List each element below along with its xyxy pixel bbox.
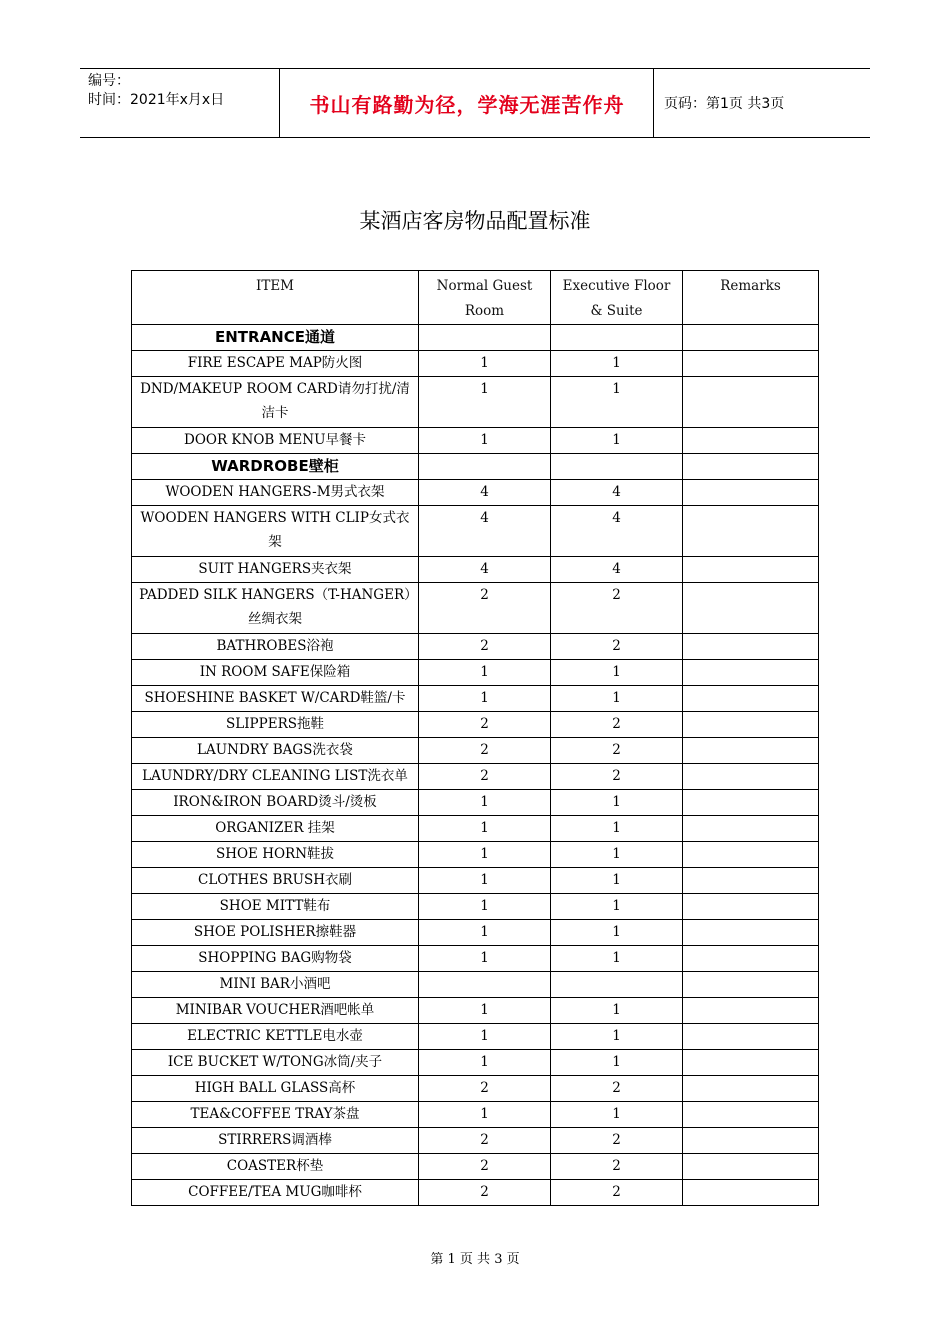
remarks-cell <box>683 1154 819 1180</box>
column-header-normal-room: Normal Guest Room <box>419 271 551 325</box>
remarks-cell <box>683 842 819 868</box>
normal-room-qty-cell: 1 <box>419 686 551 712</box>
normal-room-qty-cell: 1 <box>419 1050 551 1076</box>
table-row <box>132 920 819 946</box>
table-row <box>132 428 819 454</box>
normal-room-qty-cell: 1 <box>419 428 551 454</box>
table-row <box>132 764 819 790</box>
table-row <box>132 894 819 920</box>
room-amenities-table <box>131 270 819 1206</box>
normal-room-qty-cell <box>419 454 551 480</box>
item-cell: SUIT HANGERS夹衣架 <box>132 557 419 583</box>
table-row <box>132 1050 819 1076</box>
table-row <box>132 634 819 660</box>
item-cell: LAUNDRY BAGS洗衣袋 <box>132 738 419 764</box>
item-cell: DND/MAKEUP ROOM CARD请勿打扰/清洁卡 <box>132 377 419 428</box>
executive-suite-qty-cell: 2 <box>551 712 683 738</box>
executive-suite-qty-cell: 1 <box>551 868 683 894</box>
executive-suite-qty-cell: 1 <box>551 1102 683 1128</box>
remarks-cell <box>683 738 819 764</box>
executive-suite-qty-cell: 4 <box>551 480 683 506</box>
normal-room-qty-cell: 2 <box>419 1154 551 1180</box>
table-row <box>132 816 819 842</box>
executive-suite-qty-cell: 1 <box>551 894 683 920</box>
normal-room-qty-cell: 1 <box>419 842 551 868</box>
table-row <box>132 1180 819 1206</box>
remarks-cell <box>683 325 819 351</box>
executive-suite-qty-cell: 1 <box>551 816 683 842</box>
normal-room-qty-cell: 1 <box>419 790 551 816</box>
remarks-cell <box>683 1180 819 1206</box>
item-cell: BATHROBES浴袍 <box>132 634 419 660</box>
table-row <box>132 1128 819 1154</box>
remarks-cell <box>683 998 819 1024</box>
executive-suite-qty-cell: 1 <box>551 946 683 972</box>
table-row <box>132 557 819 583</box>
remarks-cell <box>683 972 819 998</box>
normal-room-qty-cell: 1 <box>419 1102 551 1128</box>
remarks-cell <box>683 686 819 712</box>
normal-room-qty-cell: 4 <box>419 557 551 583</box>
document-date-label: 时间：2021年x月x日 <box>88 92 225 108</box>
normal-room-qty-cell: 2 <box>419 1180 551 1206</box>
item-cell: WOODEN HANGERS WITH CLIP女式衣架 <box>132 506 419 557</box>
normal-room-qty-cell: 1 <box>419 351 551 377</box>
document-header <box>80 68 870 138</box>
table-row <box>132 712 819 738</box>
remarks-cell <box>683 816 819 842</box>
executive-suite-qty-cell: 2 <box>551 583 683 634</box>
table-row <box>132 377 819 428</box>
section-row <box>132 454 819 480</box>
document-number-label: 编号： <box>88 73 130 89</box>
column-header-item: ITEM <box>132 271 419 325</box>
item-cell: TEA&COFFEE TRAY茶盘 <box>132 1102 419 1128</box>
column-header-remarks: Remarks <box>683 271 819 325</box>
item-cell: SLIPPERS拖鞋 <box>132 712 419 738</box>
remarks-cell <box>683 946 819 972</box>
item-cell: SHOE HORN鞋拔 <box>132 842 419 868</box>
remarks-cell <box>683 1128 819 1154</box>
executive-suite-qty-cell: 1 <box>551 998 683 1024</box>
item-cell: HIGH BALL GLASS高杯 <box>132 1076 419 1102</box>
item-cell: MINI BAR小酒吧 <box>132 972 419 998</box>
executive-suite-qty-cell: 1 <box>551 428 683 454</box>
executive-suite-qty-cell: 2 <box>551 1180 683 1206</box>
item-cell: CLOTHES BRUSH衣刷 <box>132 868 419 894</box>
executive-suite-qty-cell: 1 <box>551 660 683 686</box>
item-cell: ENTRANCE通道 <box>132 325 419 351</box>
item-cell: SHOE MITT鞋布 <box>132 894 419 920</box>
normal-room-qty-cell: 1 <box>419 868 551 894</box>
remarks-cell <box>683 790 819 816</box>
table-row <box>132 351 819 377</box>
executive-suite-qty-cell: 2 <box>551 1076 683 1102</box>
remarks-cell <box>683 506 819 557</box>
executive-suite-qty-cell: 1 <box>551 351 683 377</box>
normal-room-qty-cell: 2 <box>419 764 551 790</box>
item-cell: IN ROOM SAFE保险箱 <box>132 660 419 686</box>
executive-suite-qty-cell: 2 <box>551 738 683 764</box>
executive-suite-qty-cell: 1 <box>551 1024 683 1050</box>
normal-room-qty-cell: 1 <box>419 998 551 1024</box>
table-row <box>132 686 819 712</box>
executive-suite-qty-cell: 2 <box>551 1128 683 1154</box>
executive-suite-qty-cell: 1 <box>551 686 683 712</box>
table-row <box>132 1102 819 1128</box>
item-cell: STIRRERS调酒棒 <box>132 1128 419 1154</box>
executive-suite-qty-cell: 1 <box>551 920 683 946</box>
table-row <box>132 480 819 506</box>
item-cell: ELECTRIC KETTLE电水壶 <box>132 1024 419 1050</box>
remarks-cell <box>683 428 819 454</box>
table-header-row <box>132 271 819 325</box>
normal-room-qty-cell: 1 <box>419 894 551 920</box>
normal-room-qty-cell: 1 <box>419 816 551 842</box>
executive-suite-qty-cell: 2 <box>551 764 683 790</box>
header-meta <box>80 69 280 137</box>
normal-room-qty-cell: 1 <box>419 377 551 428</box>
remarks-cell <box>683 660 819 686</box>
item-cell: SHOE POLISHER擦鞋器 <box>132 920 419 946</box>
item-cell: SHOESHINE BASKET W/CARD鞋篮/卡 <box>132 686 419 712</box>
table-row <box>132 738 819 764</box>
normal-room-qty-cell: 1 <box>419 946 551 972</box>
table-row <box>132 972 819 998</box>
remarks-cell <box>683 868 819 894</box>
remarks-cell <box>683 351 819 377</box>
normal-room-qty-cell: 2 <box>419 634 551 660</box>
executive-suite-qty-cell: 1 <box>551 1050 683 1076</box>
remarks-cell <box>683 1076 819 1102</box>
table-row <box>132 1154 819 1180</box>
normal-room-qty-cell: 2 <box>419 712 551 738</box>
normal-room-qty-cell: 2 <box>419 583 551 634</box>
executive-suite-qty-cell: 4 <box>551 506 683 557</box>
remarks-cell <box>683 634 819 660</box>
remarks-cell <box>683 454 819 480</box>
executive-suite-qty-cell <box>551 454 683 480</box>
table-row <box>132 946 819 972</box>
item-cell: LAUNDRY/DRY CLEANING LIST洗衣单 <box>132 764 419 790</box>
item-cell: MINIBAR VOUCHER酒吧帐单 <box>132 998 419 1024</box>
item-cell: FIRE ESCAPE MAP防火图 <box>132 351 419 377</box>
normal-room-qty-cell <box>419 325 551 351</box>
table-row <box>132 790 819 816</box>
section-row <box>132 325 819 351</box>
executive-suite-qty-cell: 1 <box>551 790 683 816</box>
normal-room-qty-cell: 1 <box>419 1024 551 1050</box>
remarks-cell <box>683 894 819 920</box>
normal-room-qty-cell: 4 <box>419 506 551 557</box>
remarks-cell <box>683 920 819 946</box>
table-row <box>132 868 819 894</box>
item-cell: SHOPPING BAG购物袋 <box>132 946 419 972</box>
remarks-cell <box>683 1050 819 1076</box>
executive-suite-qty-cell: 1 <box>551 377 683 428</box>
item-cell: WARDROBE壁柜 <box>132 454 419 480</box>
item-cell: COASTER杯垫 <box>132 1154 419 1180</box>
item-cell: DOOR KNOB MENU早餐卡 <box>132 428 419 454</box>
item-cell: ICE BUCKET W/TONG冰筒/夹子 <box>132 1050 419 1076</box>
table-row <box>132 1024 819 1050</box>
executive-suite-qty-cell <box>551 325 683 351</box>
remarks-cell <box>683 764 819 790</box>
page-footer: 第 1 页 共 3 页 <box>430 1252 520 1267</box>
executive-suite-qty-cell: 4 <box>551 557 683 583</box>
normal-room-qty-cell: 1 <box>419 660 551 686</box>
remarks-cell <box>683 480 819 506</box>
item-cell: PADDED SILK HANGERS（T-HANGER）丝绸衣架 <box>132 583 419 634</box>
item-cell: ORGANIZER 挂架 <box>132 816 419 842</box>
normal-room-qty-cell: 4 <box>419 480 551 506</box>
executive-suite-qty-cell: 1 <box>551 842 683 868</box>
executive-suite-qty-cell <box>551 972 683 998</box>
table-row <box>132 1076 819 1102</box>
table-row <box>132 842 819 868</box>
normal-room-qty-cell: 2 <box>419 738 551 764</box>
remarks-cell <box>683 1024 819 1050</box>
normal-room-qty-cell: 2 <box>419 1076 551 1102</box>
table-row <box>132 506 819 557</box>
item-cell: COFFEE/TEA MUG咖啡杯 <box>132 1180 419 1206</box>
executive-suite-qty-cell: 2 <box>551 634 683 660</box>
table-row <box>132 583 819 634</box>
remarks-cell <box>683 1102 819 1128</box>
remarks-cell <box>683 557 819 583</box>
normal-room-qty-cell <box>419 972 551 998</box>
table-row <box>132 660 819 686</box>
header-slogan: 书山有路勤为径，学海无涯苦作舟 <box>281 69 654 137</box>
remarks-cell <box>683 377 819 428</box>
page-title: 某酒店客房物品配置标准 <box>359 209 591 233</box>
column-header-executive-suite: Executive Floor & Suite <box>551 271 683 325</box>
normal-room-qty-cell: 2 <box>419 1128 551 1154</box>
remarks-cell <box>683 712 819 738</box>
table-body <box>132 325 819 1206</box>
remarks-cell <box>683 583 819 634</box>
table-row <box>132 998 819 1024</box>
executive-suite-qty-cell: 2 <box>551 1154 683 1180</box>
item-cell: WOODEN HANGERS-M男式衣架 <box>132 480 419 506</box>
normal-room-qty-cell: 1 <box>419 920 551 946</box>
header-page-info: 页码：第1页 共3页 <box>664 96 785 112</box>
item-cell: IRON&IRON BOARD烫斗/烫板 <box>132 790 419 816</box>
